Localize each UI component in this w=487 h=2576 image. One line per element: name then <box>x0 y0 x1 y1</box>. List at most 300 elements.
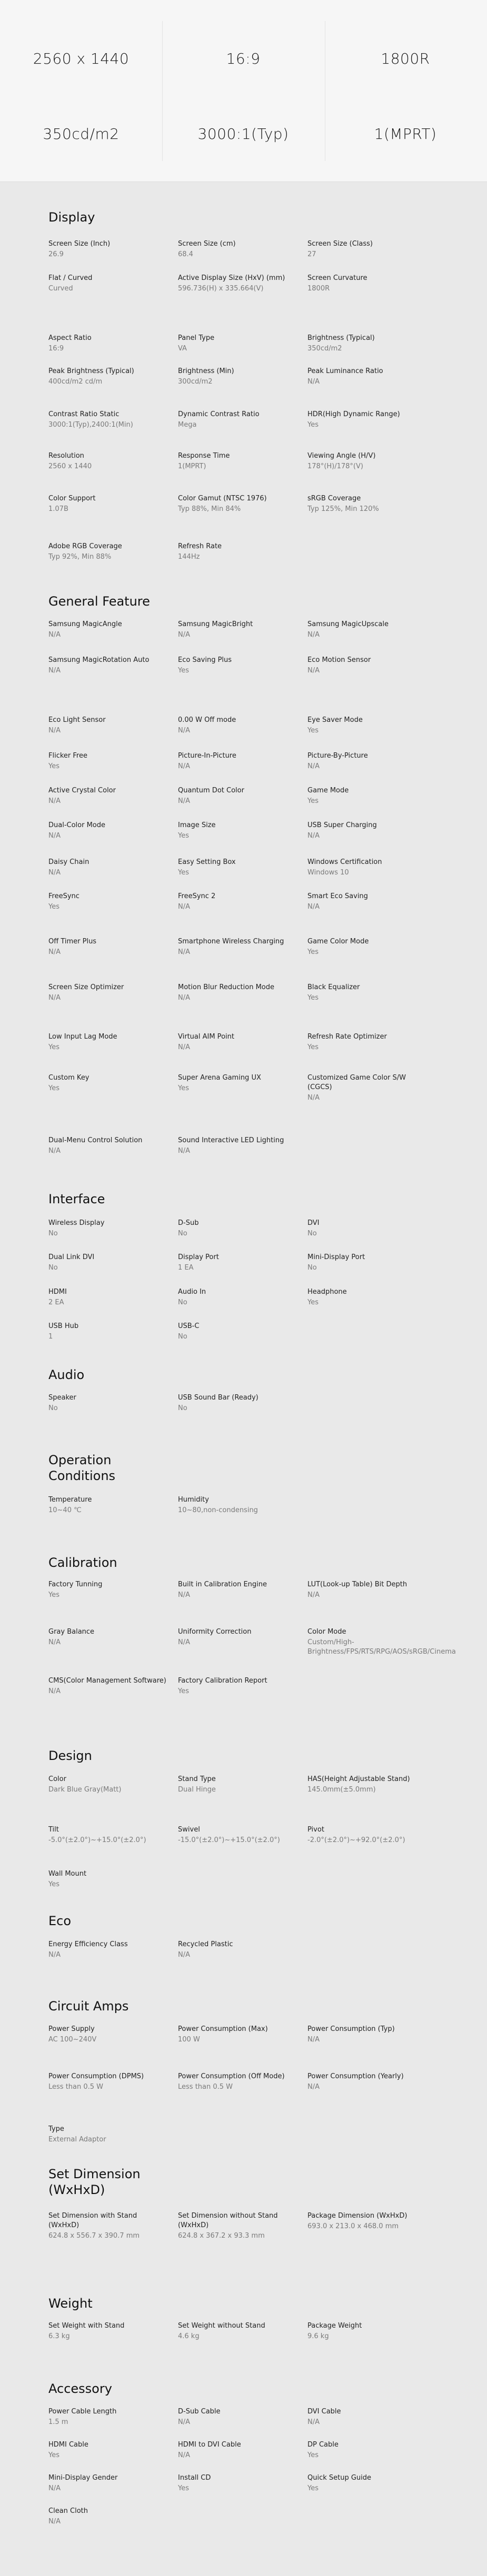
spec-item-game-color-mode <box>307 937 429 957</box>
spec-item-refresh-rate <box>178 542 299 562</box>
spec-item-samsung-magicrotation-auto <box>48 656 170 676</box>
spec-item-response-time <box>178 451 299 471</box>
spec-item-easy-setting-box <box>178 858 299 878</box>
spec-item-hdmi-cable <box>48 2440 170 2460</box>
section-title-general-feature: General Feature <box>48 594 150 609</box>
spec-value: Typ 125%, Min 120% <box>307 505 379 513</box>
spec-value: Yes <box>307 1299 319 1306</box>
spec-value: N/A <box>178 797 190 805</box>
spec-value: N/A <box>307 631 320 639</box>
spec-value: Yes <box>178 869 189 877</box>
spec-item-built-in-calibration-engine <box>178 1580 299 1600</box>
spec-label: Speaker <box>48 1394 76 1402</box>
spec-item-swivel <box>178 1825 299 1845</box>
spec-value: N/A <box>48 631 61 639</box>
spec-value: N/A <box>178 994 190 1002</box>
spec-label: HDR(High Dynamic Range) <box>307 410 400 418</box>
spec-label: Quantum Dot Color <box>178 787 244 794</box>
spec-item-headphone <box>307 1287 429 1307</box>
spec-label: USB Super Charging <box>307 821 377 829</box>
spec-item-usb-super-charging <box>307 821 429 841</box>
spec-item-screen-size-inch <box>48 239 170 259</box>
spec-item-color <box>48 1775 170 1795</box>
spec-item-custom-key <box>48 1073 170 1093</box>
spec-label: D-Sub Cable <box>178 2408 221 2416</box>
spec-value: Yes <box>307 727 319 734</box>
spec-label: Brightness (Min) <box>178 367 234 375</box>
spec-item-color-gamut-ntsc-1976 <box>178 494 299 514</box>
spec-value: N/A <box>307 903 320 911</box>
spec-item-peak-luminance-ratio <box>307 367 429 387</box>
spec-label: Install CD <box>178 2474 211 2482</box>
spec-label: Package Weight <box>307 2322 362 2330</box>
spec-item-dual-menu-control-solution <box>48 1136 170 1156</box>
spec-label: Eco Saving Plus <box>178 656 232 664</box>
spec-item-uniformity-correction <box>178 1627 299 1647</box>
spec-label: Super Arena Gaming UX <box>178 1074 261 1082</box>
spec-value: Yes <box>48 1084 59 1092</box>
spec-label: Eco Light Sensor <box>48 716 106 724</box>
spec-item-hdmi <box>48 1287 170 1307</box>
spec-value: N/A <box>48 948 61 956</box>
spec-label: FreeSync 2 <box>178 892 216 900</box>
spec-item-wireless-display <box>48 1219 170 1239</box>
spec-label: Temperature <box>48 1496 92 1504</box>
spec-label: Tilt <box>48 1826 59 1834</box>
spec-value: Yes <box>178 1687 189 1695</box>
spec-item-active-crystal-color <box>48 786 170 806</box>
spec-item-panel-type <box>178 334 299 354</box>
spec-item-sound-interactive-led-lighting <box>178 1136 299 1156</box>
spec-label: Peak Luminance Ratio <box>307 367 383 375</box>
spec-value: -15.0°(±2.0°)~+15.0°(±2.0°) <box>178 1836 280 1844</box>
spec-item-usb-hub <box>48 1322 170 1342</box>
spec-value: Yes <box>48 1591 59 1599</box>
spec-value: N/A <box>48 1687 61 1695</box>
section-title-interface: Interface <box>48 1192 105 1206</box>
spec-label: Eco Motion Sensor <box>307 656 371 664</box>
spec-value: N/A <box>178 1638 190 1646</box>
spec-item-quick-setup-guide <box>307 2473 429 2493</box>
spec-item-resolution <box>48 451 170 471</box>
spec-item-daisy-chain <box>48 858 170 878</box>
spec-value: N/A <box>48 797 61 805</box>
spec-value: N/A <box>307 832 320 840</box>
spec-item-set-dimension-without-stand-wxhxd <box>178 2211 299 2241</box>
spec-item-eco-light-sensor <box>48 716 170 736</box>
section-title-design: Design <box>48 1748 92 1763</box>
spec-label: Mini-Display Port <box>307 1253 365 1261</box>
spec-value: N/A <box>48 2518 61 2525</box>
spec-item-screen-curvature <box>307 274 429 294</box>
spec-value: Yes <box>307 994 319 1002</box>
spec-label: Samsung MagicBright <box>178 620 253 628</box>
spec-label: USB Sound Bar (Ready) <box>178 1394 259 1402</box>
spec-item-0-00-w-off-mode <box>178 716 299 736</box>
spec-item-audio-in <box>178 1287 299 1307</box>
spec-item-set-weight-with-stand <box>48 2321 170 2341</box>
spec-label: Sound Interactive LED Lighting <box>178 1136 284 1144</box>
spec-label: Stand Type <box>178 1775 216 1783</box>
spec-label: DVI Cable <box>307 2408 341 2416</box>
spec-label: Uniformity Correction <box>178 1628 252 1636</box>
spec-label: Image Size <box>178 821 216 829</box>
spec-value: Yes <box>307 421 319 429</box>
section-title-circuit-amps: Circuit Amps <box>48 1999 129 2014</box>
spec-label: Contrast Ratio Static <box>48 410 120 418</box>
spec-label: Virtual AIM Point <box>178 1033 234 1041</box>
spec-item-set-dimension-with-stand-wxhxd <box>48 2211 170 2241</box>
spec-value: Dual Hinge <box>178 1786 216 1794</box>
spec-label: Mini-Display Gender <box>48 2474 118 2482</box>
spec-item-black-equalizer <box>307 983 429 1003</box>
spec-label: Gray Balance <box>48 1628 95 1636</box>
spec-item-wall-mount <box>48 1869 170 1889</box>
spec-item-virtual-aim-point <box>178 1032 299 1052</box>
spec-label: Wall Mount <box>48 1870 87 1878</box>
spec-item-factory-calibration-report <box>178 1676 299 1696</box>
spec-label: Type <box>48 2125 64 2133</box>
spec-item-speaker <box>48 1393 170 1413</box>
spec-value: 27 <box>307 250 316 258</box>
hero-curvature: 1800R <box>381 50 430 67</box>
spec-label: USB Hub <box>48 1322 79 1330</box>
spec-value: Yes <box>307 948 319 956</box>
spec-value: Yes <box>307 1043 319 1051</box>
spec-label: Color Mode <box>307 1628 346 1636</box>
spec-value: Typ 88%, Min 84% <box>178 505 241 513</box>
spec-item-type <box>48 2125 170 2145</box>
spec-label: Power Consumption (Yearly) <box>307 2072 404 2080</box>
spec-item-screen-size-optimizer <box>48 983 170 1003</box>
spec-label: Eye Saver Mode <box>307 716 363 724</box>
spec-value: N/A <box>48 1638 61 1646</box>
spec-item-gray-balance <box>48 1627 170 1647</box>
spec-item-refresh-rate-optimizer <box>307 1032 429 1052</box>
spec-value: N/A <box>48 2484 61 2492</box>
spec-value: -5.0°(±2.0°)~+15.0°(±2.0°) <box>48 1836 146 1844</box>
spec-label: DP Cable <box>307 2441 339 2449</box>
spec-value: 300cd/m2 <box>178 378 213 386</box>
spec-label: Screen Size (Class) <box>307 240 373 248</box>
spec-item-off-timer-plus <box>48 937 170 957</box>
spec-label: Aspect Ratio <box>48 334 92 342</box>
spec-value: 4.6 kg <box>178 2332 200 2340</box>
spec-item-power-consumption-yearly <box>307 2072 429 2092</box>
spec-label: Power Consumption (Off Mode) <box>178 2072 285 2080</box>
spec-value: 3000:1(Typ),2400:1(Min) <box>48 421 133 429</box>
spec-label: Set Weight without Stand <box>178 2322 265 2330</box>
spec-item-mini-display-port <box>307 1253 429 1273</box>
spec-value: Yes <box>178 1084 189 1092</box>
spec-label: HDMI <box>48 1288 67 1296</box>
spec-label: Pivot <box>307 1826 324 1834</box>
spec-value: N/A <box>178 2418 190 2426</box>
spec-item-super-arena-gaming-ux <box>178 1073 299 1093</box>
spec-item-dual-color-mode <box>48 821 170 841</box>
spec-item-smart-eco-saving <box>307 892 429 912</box>
spec-label: Off Timer Plus <box>48 938 97 945</box>
spec-item-quantum-dot-color <box>178 786 299 806</box>
spec-item-image-size <box>178 821 299 841</box>
spec-item-low-input-lag-mode <box>48 1032 170 1052</box>
spec-value: N/A <box>178 2451 190 2459</box>
spec-label: Screen Size (cm) <box>178 240 236 248</box>
spec-value: N/A <box>307 1094 320 1102</box>
spec-item-install-cd <box>178 2473 299 2493</box>
spec-value: 596.736(H) x 335.664(V) <box>178 285 264 293</box>
hero-brightness: 350cd/m2 <box>43 125 120 143</box>
spec-label: Display Port <box>178 1253 219 1261</box>
spec-value: 6.3 kg <box>48 2332 70 2340</box>
spec-item-contrast-ratio-static <box>48 410 170 430</box>
spec-label: Factory Tunning <box>48 1581 103 1588</box>
spec-item-active-display-size-hxv-mm <box>178 274 299 294</box>
spec-value: Typ 92%, Min 88% <box>48 553 112 561</box>
spec-value: 9.6 kg <box>307 2332 329 2340</box>
spec-label: Samsung MagicUpscale <box>307 620 389 628</box>
spec-item-lut-look-up-table-bit-depth <box>307 1580 429 1600</box>
hero-aspect-ratio: 16:9 <box>226 50 261 67</box>
hero-divider <box>162 21 163 161</box>
spec-item-usb-c <box>178 1322 299 1342</box>
spec-item-factory-tunning <box>48 1580 170 1600</box>
spec-label: Quick Setup Guide <box>307 2474 372 2482</box>
spec-label: Panel Type <box>178 334 215 342</box>
spec-value: Yes <box>178 832 189 840</box>
spec-item-freesync-2 <box>178 892 299 912</box>
spec-item-humidity <box>178 1495 299 1515</box>
spec-item-eco-motion-sensor <box>307 656 429 676</box>
spec-item-dynamic-contrast-ratio <box>178 410 299 430</box>
spec-value: 1800R <box>307 285 330 293</box>
spec-label: D-Sub <box>178 1219 199 1227</box>
spec-label: 0.00 W Off mode <box>178 716 236 724</box>
spec-value: AC 100~240V <box>48 2036 97 2044</box>
spec-value: N/A <box>307 2418 320 2426</box>
spec-item-power-cable-length <box>48 2407 170 2427</box>
spec-value: Yes <box>307 2451 319 2459</box>
spec-label: Adobe RGB Coverage <box>48 542 122 550</box>
spec-value: No <box>48 1230 58 1237</box>
spec-label: Brightness (Typical) <box>307 334 375 342</box>
spec-item-brightness-typical <box>307 334 429 354</box>
spec-label: Flat / Curved <box>48 274 93 282</box>
spec-item-color-support <box>48 494 170 514</box>
section-title-eco: Eco <box>48 1914 72 1928</box>
spec-value: 693.0 x 213.0 x 468.0 mm <box>307 2222 399 2230</box>
spec-label: Picture-By-Picture <box>307 752 368 760</box>
spec-label: Viewing Angle (H/V) <box>307 452 376 460</box>
spec-label: DVI <box>307 1219 320 1227</box>
hero-response-time: 1(MPRT) <box>374 125 437 143</box>
spec-value: 2560 x 1440 <box>48 462 92 470</box>
spec-value: N/A <box>48 1147 61 1155</box>
spec-label: HAS(Height Adjustable Stand) <box>307 1775 410 1783</box>
spec-label: Swivel <box>178 1826 200 1834</box>
spec-item-samsung-magicangle <box>48 620 170 640</box>
spec-value: 624.8 x 556.7 x 390.7 mm <box>48 2232 140 2240</box>
spec-value: N/A <box>48 1951 61 1959</box>
spec-value: N/A <box>307 762 320 770</box>
spec-value: No <box>178 1404 187 1412</box>
spec-value: No <box>178 1299 187 1306</box>
spec-item-color-mode <box>307 1627 476 1657</box>
spec-item-tilt <box>48 1825 170 1845</box>
spec-value: Yes <box>307 797 319 805</box>
spec-value: No <box>178 1333 187 1341</box>
spec-item-dp-cable <box>307 2440 429 2460</box>
spec-label: FreeSync <box>48 892 79 900</box>
spec-value: Windows 10 <box>307 869 349 877</box>
spec-label: Clean Cloth <box>48 2507 88 2515</box>
spec-value: N/A <box>307 1591 320 1599</box>
spec-item-usb-sound-bar-ready <box>178 1393 299 1413</box>
spec-label: Power Supply <box>48 2025 95 2033</box>
spec-label: sRGB Coverage <box>307 495 361 502</box>
section-title-accessory: Accessory <box>48 2381 112 2396</box>
spec-value: 624.8 x 367.2 x 93.3 mm <box>178 2232 265 2240</box>
spec-value: 2 EA <box>48 1299 64 1306</box>
spec-value: N/A <box>178 727 190 734</box>
spec-label: USB-C <box>178 1322 200 1330</box>
spec-label: Dual Link DVI <box>48 1253 95 1261</box>
spec-item-brightness-min <box>178 367 299 387</box>
spec-item-power-consumption-typ <box>307 2025 429 2045</box>
spec-label: Dual-Color Mode <box>48 821 106 829</box>
hero-summary <box>0 0 487 182</box>
spec-value: Yes <box>178 667 189 675</box>
spec-label: Smart Eco Saving <box>307 892 368 900</box>
spec-item-pivot <box>307 1825 429 1845</box>
spec-item-aspect-ratio <box>48 334 170 354</box>
spec-value: No <box>307 1230 317 1237</box>
spec-item-dual-link-dvi <box>48 1253 170 1273</box>
spec-item-power-supply <box>48 2025 170 2045</box>
spec-value: Less than 0.5 W <box>48 2083 104 2091</box>
spec-item-package-weight <box>307 2321 429 2341</box>
spec-item-d-sub <box>178 1219 299 1239</box>
spec-label: Audio In <box>178 1288 206 1296</box>
spec-value: Yes <box>48 762 59 770</box>
spec-label: Built in Calibration Engine <box>178 1581 267 1588</box>
spec-label: Easy Setting Box <box>178 858 236 866</box>
spec-value: No <box>307 1264 317 1272</box>
spec-label: Set Dimension without Stand (WxHxD) <box>178 2212 278 2229</box>
spec-item-picture-by-picture <box>307 751 429 771</box>
spec-value: Yes <box>307 2484 319 2492</box>
spec-value: Dark Blue Gray(Matt) <box>48 1786 122 1794</box>
spec-label: Dynamic Contrast Ratio <box>178 410 260 418</box>
spec-label: Headphone <box>307 1288 347 1296</box>
spec-label: LUT(Look-up Table) Bit Depth <box>307 1581 408 1588</box>
spec-item-power-consumption-dpms <box>48 2072 170 2092</box>
spec-label: Samsung MagicRotation Auto <box>48 656 150 664</box>
section-title-display: Display <box>48 210 95 225</box>
spec-value: 350cd/m2 <box>307 345 342 353</box>
section-title-set-dimension-wxhxd: Set Dimension (WxHxD) <box>48 2167 141 2197</box>
spec-value: External Adaptor <box>48 2136 106 2144</box>
spec-value: Less than 0.5 W <box>178 2083 233 2091</box>
spec-label: Package Dimension (WxHxD) <box>307 2212 408 2220</box>
hero-resolution: 2560 x 1440 <box>33 50 130 67</box>
spec-item-screen-size-class <box>307 239 429 259</box>
spec-item-mini-display-gender <box>48 2473 170 2493</box>
spec-value: N/A <box>178 631 190 639</box>
spec-label: Screen Curvature <box>307 274 367 282</box>
spec-label: Picture-In-Picture <box>178 752 236 760</box>
spec-value: 10~40 ℃ <box>48 1506 82 1514</box>
spec-label: Peak Brightness (Typical) <box>48 367 134 375</box>
spec-value: Yes <box>48 1043 59 1051</box>
hero-contrast: 3000:1(Typ) <box>197 125 289 143</box>
spec-item-cms-color-management-software <box>48 1676 170 1696</box>
spec-label: Color Support <box>48 495 96 502</box>
spec-value: No <box>178 1230 187 1237</box>
spec-label: Motion Blur Reduction Mode <box>178 983 274 991</box>
spec-label: HDMI Cable <box>48 2441 88 2449</box>
spec-value: N/A <box>307 2083 320 2091</box>
spec-item-hdmi-to-dvi-cable <box>178 2440 299 2460</box>
spec-item-hdr-high-dynamic-range <box>307 410 429 430</box>
spec-item-srgb-coverage <box>307 494 429 514</box>
spec-value: N/A <box>48 832 61 840</box>
spec-item-stand-type <box>178 1775 299 1795</box>
spec-label: Custom Key <box>48 1074 90 1082</box>
spec-label: Smartphone Wireless Charging <box>178 938 284 945</box>
spec-label: Windows Certification <box>307 858 382 866</box>
spec-label: Refresh Rate Optimizer <box>307 1033 387 1041</box>
spec-value: Yes <box>48 903 59 911</box>
spec-item-has-height-adjustable-stand <box>307 1775 429 1795</box>
spec-value: N/A <box>178 1147 190 1155</box>
spec-item-set-weight-without-stand <box>178 2321 299 2341</box>
spec-value: 144Hz <box>178 553 200 561</box>
spec-value: Yes <box>178 2484 189 2492</box>
spec-label: Resolution <box>48 452 84 460</box>
spec-item-samsung-magicupscale <box>307 620 429 640</box>
spec-label: Samsung MagicAngle <box>48 620 122 628</box>
spec-value: N/A <box>178 1951 190 1959</box>
section-title-weight: Weight <box>48 2296 93 2311</box>
spec-label: Wireless Display <box>48 1219 105 1227</box>
spec-label: Screen Size Optimizer <box>48 983 124 991</box>
spec-label: Recycled Plastic <box>178 1940 233 1948</box>
spec-label: Active Crystal Color <box>48 787 116 794</box>
spec-value: 10~80,non-condensing <box>178 1506 258 1514</box>
spec-label: Set Weight with Stand <box>48 2322 125 2330</box>
spec-item-motion-blur-reduction-mode <box>178 983 299 1003</box>
spec-label: Daisy Chain <box>48 858 90 866</box>
spec-label: Low Input Lag Mode <box>48 1033 117 1041</box>
spec-item-display-port <box>178 1253 299 1273</box>
spec-value: N/A <box>48 667 61 675</box>
spec-value: No <box>48 1264 58 1272</box>
spec-item-eye-saver-mode <box>307 716 429 736</box>
spec-value: 1.07B <box>48 505 68 513</box>
spec-item-temperature <box>48 1495 170 1515</box>
spec-label: Flicker Free <box>48 752 87 760</box>
spec-value: N/A <box>307 378 320 386</box>
spec-item-package-dimension-wxhxd <box>307 2211 429 2231</box>
spec-value: VA <box>178 345 187 353</box>
spec-value: N/A <box>48 994 61 1002</box>
spec-value: N/A <box>48 727 61 734</box>
section-title-calibration: Calibration <box>48 1555 117 1570</box>
spec-item-screen-size-cm <box>178 239 299 259</box>
spec-label: Color <box>48 1775 66 1783</box>
spec-item-peak-brightness-typical <box>48 367 170 387</box>
